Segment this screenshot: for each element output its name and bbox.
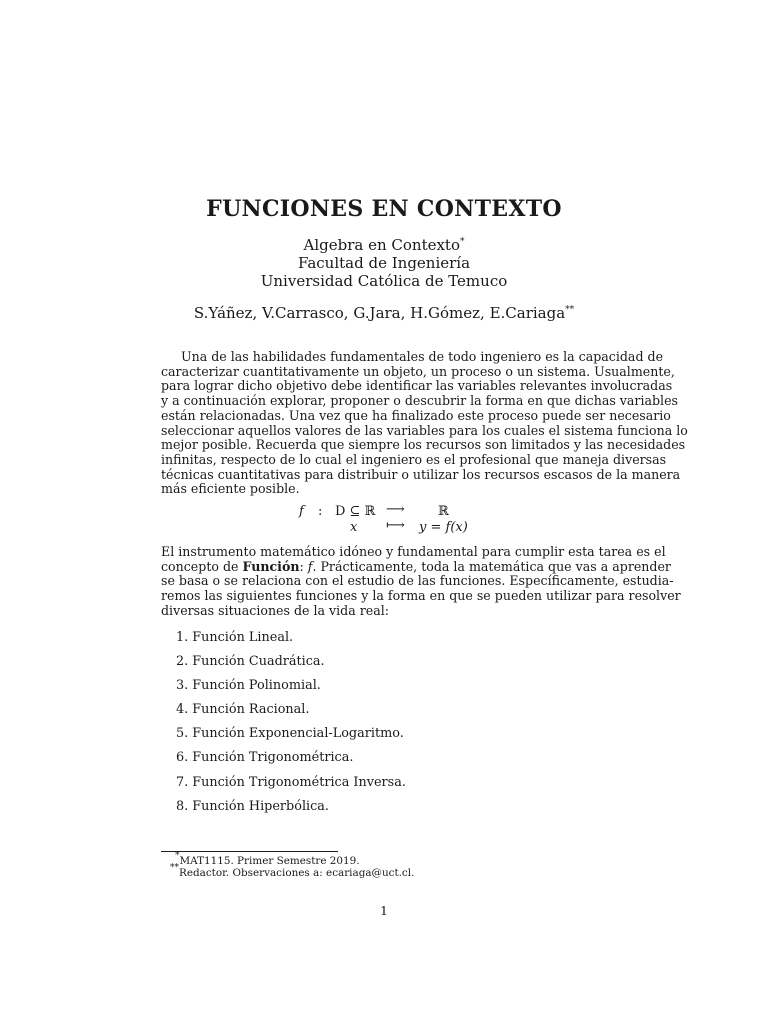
abstract-line: y a continuación explorar, proponer o descubrir la forma en que dichas variables <box>161 393 678 409</box>
paper-title: FUNCIONES EN CONTEXTO <box>206 196 562 222</box>
body-text: : <box>299 558 308 574</box>
abstract-line: para lograr dicho objetivo debe identificar las variables relevantes involucradas <box>161 378 673 394</box>
course-name: Algebra en Contexto <box>303 236 460 254</box>
list-item: 6. Función Trigonométrica. <box>176 750 354 765</box>
authors-footnote-mark: ** <box>565 305 575 315</box>
formula-rule: y = f(x) <box>419 520 468 535</box>
body-text: concepto de <box>161 558 243 574</box>
abstract-line: Una de las habilidades fundamentales de todo ingeniero es la capacidad de <box>181 349 664 364</box>
list-item: 8. Función Hiperbólica. <box>176 799 329 814</box>
body-line: diversas situaciones de la vida real: <box>161 602 390 618</box>
math-f: f <box>307 558 313 574</box>
abstract <box>161 349 688 497</box>
abstract-line: mejor posible. Recuerda que siempre los recursos son limitados y las necesidades <box>161 437 686 453</box>
body-text: . Prácticamente, toda la matemática que vas a aprender <box>312 558 671 574</box>
faculty-line: Facultad de Ingeniería <box>297 254 471 272</box>
formula-colon: : <box>318 504 323 519</box>
formula-x: x <box>350 520 358 535</box>
course-footnote-mark: * <box>460 237 465 247</box>
list-item: 2. Función Cuadrática. <box>176 654 325 669</box>
abstract-line: caracterizar cuantitativamente un objeto, un proceso o un sistema. Usualmente, <box>161 363 675 379</box>
body-paragraph <box>161 544 681 619</box>
list-item: 3. Función Polinomial. <box>176 678 321 693</box>
body-line: se basa o se relaciona con el estudio de las funciones. Específicamente, estudia- <box>161 573 674 589</box>
bold-term: Función <box>242 558 300 574</box>
formula-f: f <box>299 504 304 519</box>
abstract-line: más eficiente posible. <box>161 481 300 497</box>
formula-domain: D ⊆ ℝ <box>335 504 376 519</box>
authors-line <box>0 304 768 322</box>
formula-arrow: ⟶ <box>386 502 405 517</box>
list-item: 5. Función Exponencial-Logaritmo. <box>176 726 404 741</box>
footnote-rule <box>161 851 338 852</box>
footnote <box>170 863 415 879</box>
footnote-mark: ** <box>170 863 179 873</box>
abstract-line: infinitas, respecto de lo cual el ingeniero es el profesional que maneja diversas <box>161 451 667 467</box>
page-number: 1 <box>380 903 388 918</box>
abstract-line: técnicas cuantitativas para distribuir o utilizar los recursos escasos de la manera <box>161 466 681 482</box>
list-item: 4. Función Racional. <box>176 702 310 717</box>
list-item: 7. Función Trigonométrica Inversa. <box>176 775 406 790</box>
formula-mapsto: ⟼ <box>386 518 405 533</box>
footnote-text: Redactor. Observaciones a: ecariaga@uct.cl. <box>179 867 415 879</box>
footnote-mark: * <box>175 851 180 861</box>
formula-codomain: ℝ <box>438 504 449 519</box>
footnote <box>175 851 360 867</box>
abstract-line: seleccionar aquellos valores de las variables para los cuales el sistema funciona lo <box>161 422 688 438</box>
abstract-line: están relacionadas. Una vez que ha finalizado este proceso puede ser necesario <box>161 407 671 423</box>
university-line: Universidad Católica de Temuco <box>260 272 508 290</box>
footnote-text: MAT1115. Primer Semestre 2019. <box>179 855 360 867</box>
list-item: 1. Función Lineal. <box>176 630 294 645</box>
body-line: El instrumento matemático idóneo y fundamental para cumplir esta tarea es el <box>161 544 666 559</box>
authors: S.Yáñez, V.Carrasco, G.Jara, H.Gómez, E.Cariaga <box>193 304 566 322</box>
body-line: remos las siguientes funciones y la forma en que se pueden utilizar para resolver <box>161 588 681 604</box>
course-line <box>0 236 768 254</box>
body-line <box>161 558 671 575</box>
